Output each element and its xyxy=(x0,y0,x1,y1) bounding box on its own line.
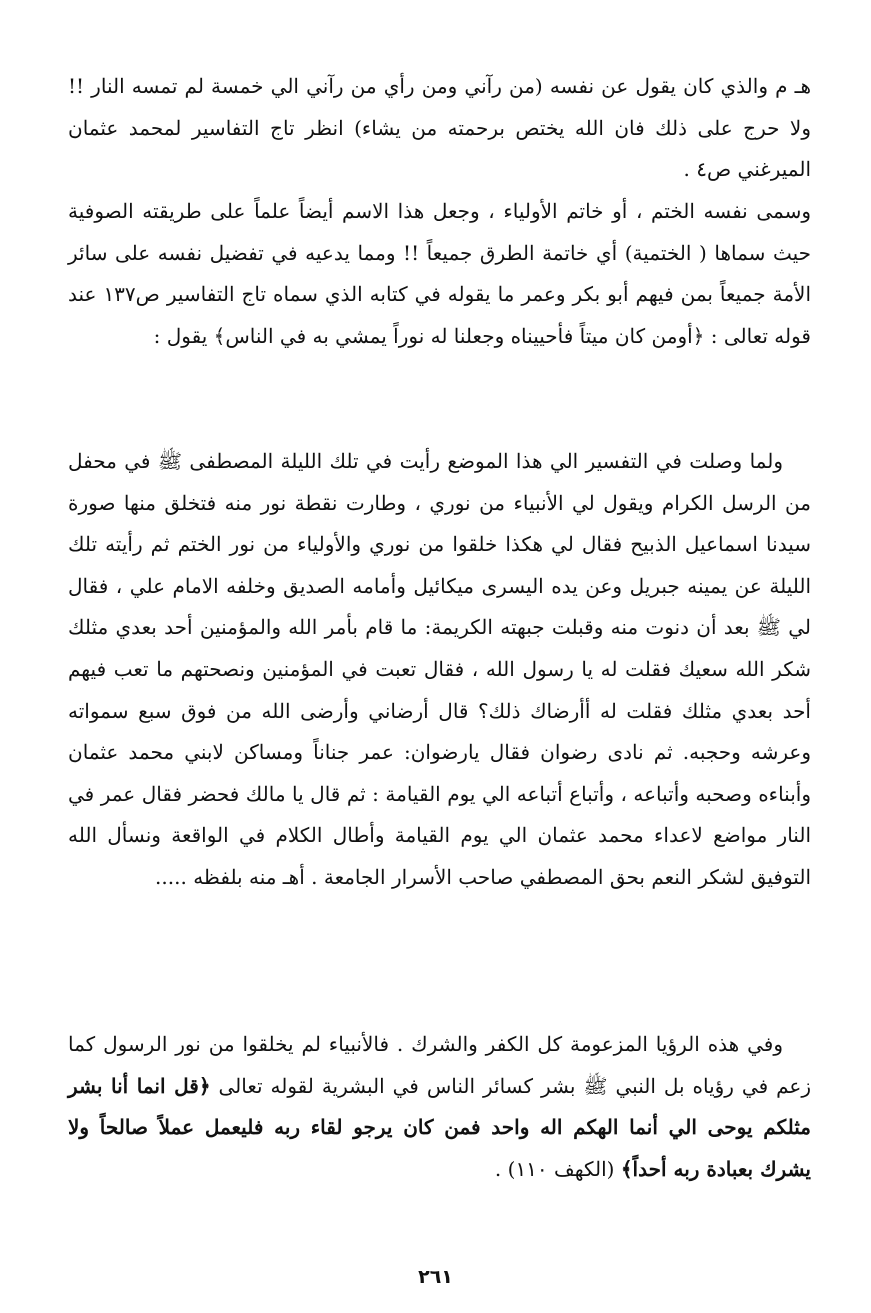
quran-verse: ﴿قل انما أنا بشر مثلكم يوحى الي أنما الهكم اله واحد فمن كان يرجو لقاء ربه فليعمل عملاً صالحاً ولا يشرك بعبادة ربه أحداً﴾ xyxy=(68,1073,811,1181)
paragraph-refutation xyxy=(68,1024,811,1190)
paragraph-4 xyxy=(68,1024,811,1190)
paragraph-opening xyxy=(68,66,811,191)
refutation-text: وفي هذه الرؤيا المزعومة كل الكفر والشرك . فالأنبياء لم يخلقوا من نور الرسول كما زعم في رؤياه بل النبي ﷺ بشر كسائر الناس في البشرية لقوله تعالى xyxy=(68,1032,811,1098)
page-number: ٢٦١ xyxy=(418,1266,453,1288)
paragraph-2: وسمى نفسه الختم ، أو خاتم الأولياء ، وجعل هذا الاسم أيضاً علماً على طريقته الصوفية حيث سماها ( الختمية) أي خاتمة الطرق جميعاً !! ومما يدعيه في تفضيل نفسه على سائر الأمة جميعاً بمن فيهم أبو بكر وعمر ما يقوله في كتابه الذي سماه تاج التفاسير ص١٣٧ عند قوله تعالى : ﴿أومن كان ميتاً فأحييناه وجعلنا له نوراً يمشي به في الناس﴾ يقول : xyxy=(68,199,811,348)
paragraph-3: ولما وصلت في التفسير الي هذا الموضع رأيت في تلك الليلة المصطفى ﷺ في محفل من الرسل الكرام ويقول لي الأنبياء من نوري ، وطارت نقطة نور منه فتخلق منها صورة سيدنا اسماعيل الذبيح فقال لي هكذا خلقوا من نوري والأولياء من نور الختم ثم رأيته تلك الليلة عن يمينه جبريل وعن يده اليسرى ميكائيل وأمامه الصديق وخلفه الامام علي ، فقال لي ﷺ بعد أن دنوت منه وقبلت جبهته الكريمة: ما قام بأمر الله والمؤمنين أحد بعدي مثلك شكر الله سعيك فقلت له يا رسول الله ، فقال تعبت في المؤمنين ونصحتهم ما تعب فيهم أحد بعدي مثلك فقلت له أأرضاك ذلك؟ قال أرضاني وأرضى الله من فوق سبع سمواته وعرشه وحجبه. ثم نادى رضوان فقال يارضوان: عمر جناناً ومساكن لابني محمد عثمان وأبناءه وصحبه وأتباعه ، وأتباع أتباعه الي يوم القيامة : ثم قال يا مالك فحضر فقال عمر في النار مواضع لاعداء محمد عثمان الي يوم القيامة وأطال الكلام في الواقعة ونسأل الله التوفيق لشكر النعم بحق المصطفي صاحب الأسرار الجامعة . أهـ منه بلفظه ..... xyxy=(68,449,811,889)
paragraph-vision xyxy=(68,441,811,899)
verse-reference: (الكهف ١١٠) . xyxy=(494,1156,615,1181)
paragraph-khatm xyxy=(68,191,811,357)
paragraph-1: هـ م والذي كان يقول عن نفسه (من رآني ومن رأي من رآني الي خمسة لم تمسه النار !! ولا حرج على ذلك فان الله يختص برحمته من يشاء) انظر تاج التفاسير لمحمد عثمان الميرغني ص٤ . xyxy=(68,74,811,182)
